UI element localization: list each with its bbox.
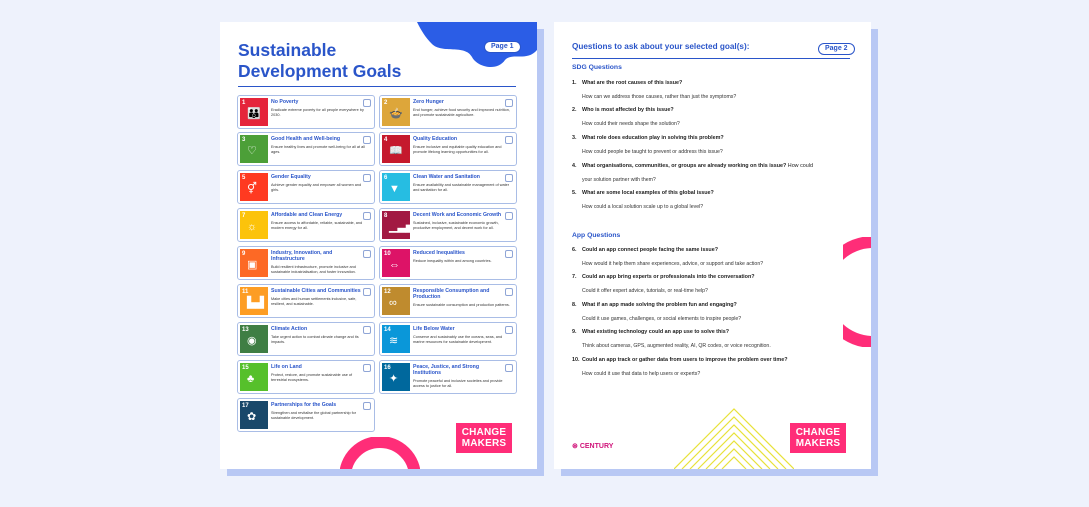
city-icon — [240, 287, 268, 315]
sdg-questions-title: SDG Questions — [572, 64, 622, 71]
goal-card — [237, 322, 375, 356]
title-line-1: Sustainable — [238, 40, 337, 60]
app-questions-title: App Questions — [572, 232, 621, 239]
goal-glyph: ♣ — [247, 373, 255, 385]
goal-title: Zero Hunger — [413, 99, 444, 105]
goal-description: Ensure availability and sustainable management of water and sanitation for all. — [413, 183, 510, 192]
question-item — [572, 274, 852, 281]
question-prompt: How could people be taught to prevent or address this issue? — [582, 149, 723, 155]
tree-icon — [240, 363, 268, 391]
goal-checkbox[interactable] — [505, 136, 513, 144]
question-item — [572, 302, 852, 309]
goal-card — [237, 170, 375, 204]
goal-number: 1 — [242, 100, 246, 106]
question-prompt: Could it use games, challenges, or social elements to inspire people? — [582, 316, 742, 322]
book-icon — [382, 135, 410, 163]
dove-icon — [382, 363, 410, 391]
gender-icon — [240, 173, 268, 201]
goal-glyph: ✦ — [389, 373, 399, 385]
goal-title: Responsible Consumption and Production — [413, 288, 490, 300]
title-line-2: Development Goals — [238, 61, 402, 81]
goal-card — [237, 208, 375, 242]
question-number: 8. — [572, 302, 577, 308]
family-icon — [240, 98, 268, 126]
question-number: 6. — [572, 247, 577, 253]
goal-title: Decent Work and Economic Growth — [413, 212, 502, 218]
goal-checkbox[interactable] — [363, 402, 371, 410]
question-number: 4. — [572, 163, 577, 169]
goal-checkbox[interactable] — [505, 99, 513, 107]
heading-divider — [572, 58, 850, 59]
question-prompt: How could a local solution scale up to a global level? — [582, 204, 704, 210]
goal-glyph: ⚥ — [247, 183, 257, 195]
fish-icon — [382, 325, 410, 353]
worksheet-page-1 — [220, 22, 537, 469]
goal-card — [237, 360, 375, 394]
goal-title: No Poverty — [271, 99, 299, 105]
question-text: What organisations, communities, or groups are already working on this issue? — [582, 163, 787, 169]
goal-title: Life Below Water — [413, 326, 455, 332]
logo-text-line-1: CHANGE — [461, 427, 507, 438]
goal-glyph: ≋ — [389, 335, 399, 347]
goal-title: Gender Equality — [271, 174, 311, 180]
goal-checkbox[interactable] — [505, 212, 513, 220]
goal-number: 5 — [242, 175, 246, 181]
sun-icon — [240, 211, 268, 239]
goal-description: Achieve gender equality and empower all women and girls. — [271, 183, 362, 192]
goal-checkbox[interactable] — [363, 99, 371, 107]
goal-glyph: 📖 — [389, 145, 403, 157]
question-number: 9. — [572, 329, 577, 335]
goal-card — [237, 132, 375, 166]
questions-heading: Questions to ask about your selected goal(s): — [572, 42, 750, 51]
logo-text-line-1: CHANGE — [795, 427, 841, 438]
question-item — [572, 329, 852, 336]
goal-number: 3 — [242, 137, 246, 143]
question-number: 3. — [572, 135, 577, 141]
goal-glyph: ▣ — [247, 259, 258, 271]
goal-card — [379, 360, 517, 394]
rings-icon — [240, 401, 268, 429]
goal-card — [237, 95, 375, 129]
changemakers-logo — [790, 423, 846, 453]
goal-card — [237, 284, 375, 318]
goal-glyph: ▁▃▅ — [389, 221, 415, 233]
goal-checkbox[interactable] — [363, 326, 371, 334]
heartbeat-icon — [240, 135, 268, 163]
question-number: 5. — [572, 190, 577, 196]
question-continuation: How could — [786, 163, 813, 169]
question-prompt: How could their needs shape the solution? — [582, 121, 680, 127]
goal-number: 17 — [242, 403, 249, 409]
question-text: What are the root causes of this issue? — [582, 80, 683, 86]
goal-number: 7 — [242, 213, 246, 219]
goal-checkbox[interactable] — [363, 250, 371, 258]
goal-checkbox[interactable] — [363, 136, 371, 144]
goal-card — [237, 246, 375, 280]
changemakers-logo — [456, 423, 512, 453]
page-title — [238, 40, 401, 82]
goal-title: Clean Water and Sanitation — [413, 174, 480, 180]
question-prompt: How could it use that data to help users or experts? — [582, 371, 701, 377]
goal-checkbox[interactable] — [505, 364, 513, 372]
goal-number: 14 — [384, 327, 391, 333]
question-prompt: How would it help them share experiences, advice, or support and take action? — [582, 261, 764, 267]
goal-title: Peace, Justice, and Strong Institutions — [413, 364, 480, 376]
goal-card — [379, 170, 517, 204]
pink-arc-decoration — [340, 437, 420, 469]
goal-glyph: ∞ — [389, 297, 397, 309]
goal-description: Ensure sustainable consumption and production patterns. — [413, 303, 510, 307]
goal-description: Take urgent action to combat climate change and its impacts. — [271, 335, 359, 344]
goal-checkbox[interactable] — [505, 288, 513, 296]
goal-title: Partnerships for the Goals — [271, 402, 337, 408]
question-item — [572, 80, 852, 87]
goal-checkbox[interactable] — [505, 250, 513, 258]
question-number: 7. — [572, 274, 577, 280]
question-prompt: your solution partner with them? — [582, 177, 656, 183]
goal-number: 2 — [384, 100, 388, 106]
question-text: What existing technology could an app use to solve this? — [582, 329, 730, 335]
worksheet-page-2 — [554, 22, 871, 469]
logo-text-line-2: MAKERS — [795, 438, 841, 449]
goal-title: Industry, Innovation, and Infrastructure — [271, 250, 333, 262]
goal-glyph: 👪 — [247, 108, 261, 120]
goal-checkbox[interactable] — [363, 174, 371, 182]
question-prompt: How can we address those causes, rather than just the symptoms? — [582, 94, 737, 100]
goal-number: 4 — [384, 137, 388, 143]
question-item — [572, 357, 852, 364]
goal-description: Make cities and human settlements inclusive, safe, resilient, and sustainable. — [271, 297, 357, 306]
question-number: 2. — [572, 107, 577, 113]
goal-number: 15 — [242, 365, 249, 371]
goal-description: Promote peaceful and inclusive societies and provide access to justice for all. — [413, 379, 503, 388]
century-icon: ⊛ — [572, 443, 578, 450]
goal-checkbox[interactable] — [363, 364, 371, 372]
goal-number: 12 — [384, 289, 391, 295]
page-badge: Page 1 — [484, 41, 521, 53]
goal-glyph: ✿ — [247, 411, 257, 423]
question-text: What role does education play in solving this problem? — [582, 135, 724, 141]
goal-description: End hunger, achieve food security and improved nutrition, and promote sustainable agriculture. — [413, 108, 510, 117]
goal-glyph: 🍲 — [389, 108, 403, 120]
goal-checkbox[interactable] — [363, 212, 371, 220]
eye-icon — [240, 325, 268, 353]
goal-number: 11 — [242, 289, 249, 295]
equality-icon — [382, 249, 410, 277]
goal-card — [379, 322, 517, 356]
question-text: Could an app track or gather data from users to improve the problem over time? — [582, 357, 788, 363]
question-text: Could an app bring experts or professionals into the conversation? — [582, 274, 755, 280]
goal-description: Eradicate extreme poverty for all people everywhere by 2030. — [271, 108, 364, 117]
infinity-icon — [382, 287, 410, 315]
logo-text-line-2: MAKERS — [461, 438, 507, 449]
goal-title: Life on Land — [271, 364, 302, 370]
goal-number: 10 — [384, 251, 391, 257]
question-item — [572, 163, 852, 170]
goal-title: Good Health and Well-being — [271, 136, 341, 142]
cubes-icon — [240, 249, 268, 277]
goal-glyph: ⇔ — [389, 259, 400, 271]
goal-description: Strengthen and revitalise the global partnership for sustainable development. — [271, 411, 357, 420]
question-number: 10. — [572, 357, 580, 363]
page-badge: Page 2 — [818, 43, 855, 55]
water-glass-icon — [382, 173, 410, 201]
question-item — [572, 107, 852, 114]
goal-title: Reduced Inequalities — [413, 250, 465, 256]
question-text: Who is most affected by this issue? — [582, 107, 674, 113]
question-text: Could an app connect people facing the same issue? — [582, 247, 718, 253]
goal-checkbox[interactable] — [363, 288, 371, 296]
goal-card — [379, 208, 517, 242]
question-item — [572, 190, 852, 197]
goal-checkbox[interactable] — [505, 174, 513, 182]
goal-title: Quality Education — [413, 136, 458, 142]
goal-description: Reduce inequality within and among countries. — [413, 259, 492, 263]
goal-glyph: ☼ — [247, 221, 258, 233]
goal-title: Sustainable Cities and Communities — [271, 288, 361, 294]
goal-number: 6 — [384, 175, 388, 181]
pink-arc-right-decoration — [843, 237, 871, 347]
question-prompt: Think about cameras, GPS, augmented reality, AI, QR codes, or voice recognition. — [582, 343, 771, 349]
goal-card — [379, 284, 517, 318]
goal-card — [237, 398, 375, 432]
goal-description: Conserve and sustainably use the oceans, seas, and marine resources for sustainable development. — [413, 335, 503, 344]
bowl-icon — [382, 98, 410, 126]
goal-checkbox[interactable] — [505, 326, 513, 334]
goal-title: Climate Action — [271, 326, 308, 332]
goal-description: Ensure access to affordable, reliable, sustainable, and modern energy for all. — [271, 221, 363, 230]
goal-title: Affordable and Clean Energy — [271, 212, 343, 218]
goal-number: 9 — [242, 251, 246, 257]
goal-description: Ensure inclusive and equitable quality education and promote lifelong learning opportunities for all. — [413, 145, 502, 154]
goal-number: 13 — [242, 327, 249, 333]
goal-number: 8 — [384, 213, 388, 219]
question-prompt: Could it offer expert advice, tutorials, or real-time help? — [582, 288, 708, 294]
goal-description: Protect, restore, and promote sustainable use of terrestrial ecosystems. — [271, 373, 353, 382]
growth-chart-icon — [382, 211, 415, 239]
goal-glyph: ♡ — [247, 145, 257, 157]
goal-glyph: ◉ — [247, 335, 257, 347]
century-wordmark: CENTURY — [579, 443, 614, 450]
question-number: 1. — [572, 80, 577, 86]
century-logo — [572, 442, 613, 450]
goal-number: 16 — [384, 365, 391, 371]
question-item — [572, 135, 852, 142]
goal-card — [379, 246, 517, 280]
goal-glyph: ▙▟ — [247, 297, 264, 309]
title-divider — [238, 86, 516, 87]
question-text: What if an app made solving the problem fun and engaging? — [582, 302, 737, 308]
goal-card — [379, 132, 517, 166]
goal-description: Ensure healthy lives and promote well-being for all at all ages. — [271, 145, 365, 154]
question-text: What are some local examples of this global issue? — [582, 190, 714, 196]
yellow-chevrons-decoration — [674, 407, 794, 469]
question-item — [572, 247, 852, 254]
goal-card — [379, 95, 517, 129]
goal-description: Sustained, inclusive, sustainable economic growth, productive employment, and decent work for all. — [413, 221, 499, 230]
goal-description: Build resilient infrastructure, promote inclusive and sustainable industrialisation, and foster innovation. — [271, 265, 356, 274]
goal-glyph: ▼ — [389, 183, 400, 195]
